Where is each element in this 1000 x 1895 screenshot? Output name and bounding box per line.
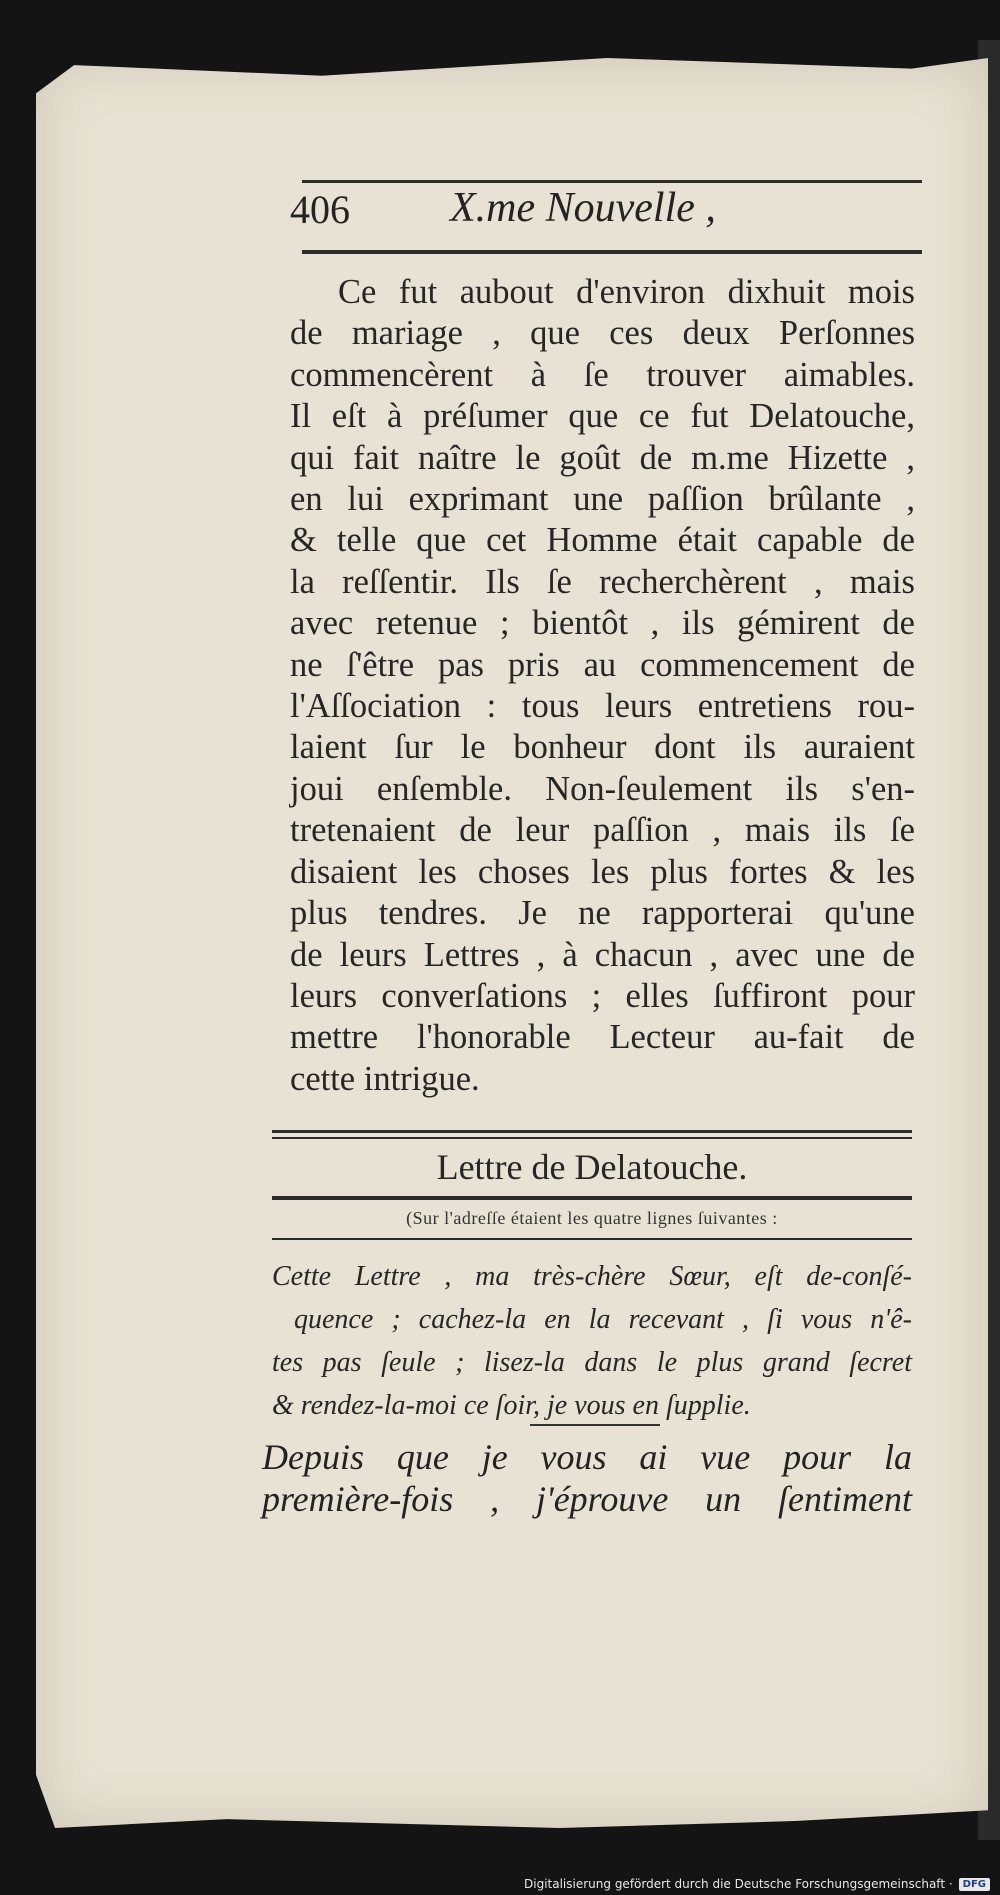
- credit-text: Digitalisierung gefördert durch die Deutsche Forschungsgemeinschaft ·: [524, 1877, 953, 1891]
- text-line: quence ; cachez-la en la recevant , ſi vous n'ê-: [294, 1304, 912, 1335]
- address-note: (Sur l'adreſſe étaient les quatre lignes ſuivantes :: [406, 1208, 778, 1228]
- page-number: 406: [290, 187, 350, 232]
- letter-heading: Lettre de Delatouche.: [436, 1147, 748, 1187]
- heading-rule: [272, 1196, 912, 1200]
- text-line: plus tendres. Je ne rapporterai qu'une: [290, 894, 915, 933]
- text-line: Depuis que je vous ai vue pour la: [262, 1437, 912, 1477]
- dfg-logo-icon: DFG: [959, 1878, 990, 1891]
- body-paragraph: [290, 272, 915, 1100]
- text-line: de mariage , que ces deux Perſonnes: [290, 314, 915, 353]
- digitization-credit: [524, 1877, 990, 1891]
- short-rule: [530, 1424, 660, 1426]
- text-line: & telle que cet Homme était capable de: [290, 521, 915, 560]
- text-line: commencèrent à ſe trouver aimables.: [290, 355, 915, 394]
- header-bottom-rule: [302, 250, 922, 254]
- text-line: tretenaient de leur paſſion , mais ils ſe: [290, 811, 915, 850]
- section-divider-rule: [272, 1130, 912, 1133]
- text-line: mettre l'honorable Lecteur au-fait de: [290, 1018, 915, 1057]
- text-line: en lui exprimant une paſſion brûlante ,: [290, 480, 915, 519]
- text-line: joui enſemble. Non-ſeulement ils s'en-: [290, 769, 915, 808]
- address-rule: [272, 1238, 912, 1240]
- letter-body: [262, 1436, 912, 1520]
- text-line: Ce fut aubout d'environ dixhuit mois: [338, 273, 915, 311]
- text-line: avec retenue ; bientôt , ils gémirent de: [290, 604, 915, 643]
- address-text: [272, 1255, 912, 1427]
- text-line: Cette Lettre , ma très-chère Sœur, eſt de-conſé-: [272, 1261, 912, 1292]
- section-divider-rule: [272, 1137, 912, 1139]
- text-line: Il eſt à préſumer que ce fut Delatouche,: [290, 397, 915, 436]
- text-line: qui fait naître le goût de m.me Hizette ,: [290, 438, 915, 477]
- text-line: laient ſur le bonheur dont ils auraient: [290, 728, 915, 767]
- text-line: l'Aſſociation : tous leurs entretiens rou-: [290, 687, 915, 726]
- text-line: tes pas ſeule ; lisez-la dans le plus grand ſecret: [272, 1347, 912, 1378]
- text-line: première-fois , j'éprouve un ſentiment: [262, 1479, 912, 1519]
- header-top-rule: [302, 180, 922, 183]
- text-line: ne ſ'être pas pris au commencement de: [290, 645, 915, 684]
- text-line: leurs converſations ; elles ſuffiront pour: [290, 976, 915, 1015]
- text-line: de leurs Lettres , à chacun , avec une de: [290, 935, 915, 974]
- text-line: disaient les choses les plus fortes & les: [290, 852, 915, 891]
- text-line: la reſſentir. Ils ſe recherchèrent , mais: [290, 562, 915, 601]
- text-line: & rendez-la-moi ce ſoir, je vous en ſupplie.: [272, 1390, 751, 1421]
- text-line: cette intrigue.: [290, 1059, 480, 1098]
- running-title: X.me Nouvelle ,: [450, 185, 716, 231]
